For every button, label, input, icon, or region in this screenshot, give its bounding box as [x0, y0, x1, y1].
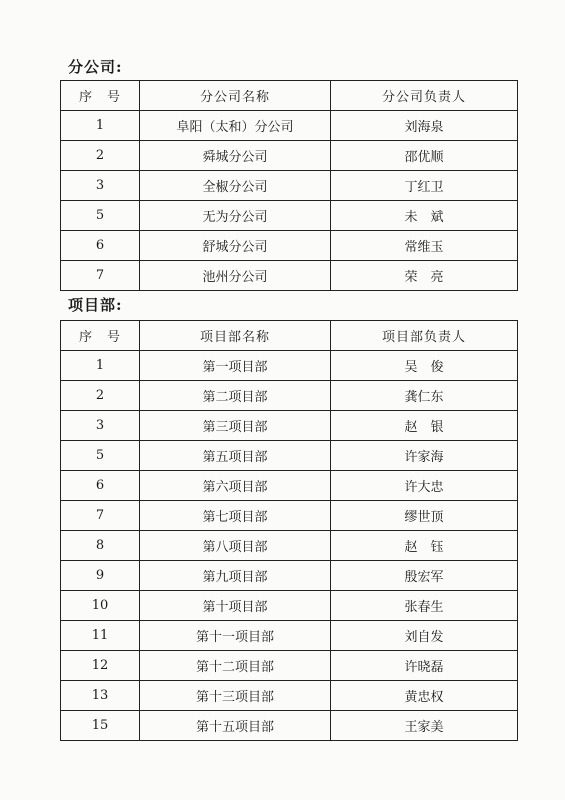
- row-manager: 赵 银: [331, 411, 518, 441]
- row-project-name: 第一项目部: [140, 351, 331, 381]
- row-project-name: 第十三项目部: [140, 681, 331, 711]
- row-branch-name: 阜阳（太和）分公司: [140, 111, 331, 141]
- header-seq: 序 号: [61, 321, 140, 351]
- table-row: [61, 651, 518, 681]
- table-row: [61, 681, 518, 711]
- branch-table: [60, 80, 518, 291]
- row-project-name: 第十项目部: [140, 591, 331, 621]
- header-seq: 序 号: [61, 81, 140, 111]
- table-row: [61, 111, 518, 141]
- table-row: [61, 711, 518, 741]
- project-section-title: 项目部:: [68, 296, 123, 314]
- row-manager: 未 斌: [331, 201, 518, 231]
- row-seq: 8: [61, 531, 140, 561]
- table-row: [61, 621, 518, 651]
- row-branch-name: 全椒分公司: [140, 171, 331, 201]
- header-branch-manager: 分公司负责人: [331, 81, 518, 111]
- project-table: [60, 320, 518, 741]
- row-project-name: 第十五项目部: [140, 711, 331, 741]
- table-row: [61, 561, 518, 591]
- row-branch-name: 无为分公司: [140, 201, 331, 231]
- row-manager: 刘海泉: [331, 111, 518, 141]
- branch-section-title: 分公司:: [68, 58, 123, 76]
- row-manager: 殷宏军: [331, 561, 518, 591]
- row-manager: 荣 亮: [331, 261, 518, 291]
- branch-table-header-row: [61, 81, 518, 111]
- table-row: [61, 441, 518, 471]
- row-manager: 龚仁东: [331, 381, 518, 411]
- row-seq: 6: [61, 471, 140, 501]
- row-seq: 12: [61, 651, 140, 681]
- row-manager: 吴 俊: [331, 351, 518, 381]
- row-branch-name: 舜城分公司: [140, 141, 331, 171]
- row-project-name: 第十二项目部: [140, 651, 331, 681]
- row-project-name: 第三项目部: [140, 411, 331, 441]
- row-project-name: 第二项目部: [140, 381, 331, 411]
- row-project-name: 第八项目部: [140, 531, 331, 561]
- row-seq: 13: [61, 681, 140, 711]
- row-seq: 3: [61, 171, 140, 201]
- table-row: [61, 591, 518, 621]
- row-manager: 常维玉: [331, 231, 518, 261]
- table-row: [61, 531, 518, 561]
- table-row: [61, 171, 518, 201]
- row-project-name: 第十一项目部: [140, 621, 331, 651]
- row-seq: 9: [61, 561, 140, 591]
- row-branch-name: 舒城分公司: [140, 231, 331, 261]
- row-seq: 1: [61, 111, 140, 141]
- row-seq: 10: [61, 591, 140, 621]
- branch-table-body: [61, 81, 518, 291]
- row-project-name: 第九项目部: [140, 561, 331, 591]
- row-manager: 许晓磊: [331, 651, 518, 681]
- row-manager: 张春生: [331, 591, 518, 621]
- row-seq: 7: [61, 261, 140, 291]
- row-branch-name: 池州分公司: [140, 261, 331, 291]
- row-manager: 邵优顺: [331, 141, 518, 171]
- row-seq: 5: [61, 441, 140, 471]
- table-row: [61, 261, 518, 291]
- row-manager: 赵 钰: [331, 531, 518, 561]
- row-project-name: 第七项目部: [140, 501, 331, 531]
- project-table-header-row: [61, 321, 518, 351]
- row-seq: 7: [61, 501, 140, 531]
- row-manager: 王家美: [331, 711, 518, 741]
- table-row: [61, 381, 518, 411]
- row-seq: 1: [61, 351, 140, 381]
- header-project-name: 项目部名称: [140, 321, 331, 351]
- row-seq: 5: [61, 201, 140, 231]
- table-row: [61, 471, 518, 501]
- row-manager: 丁红卫: [331, 171, 518, 201]
- row-seq: 2: [61, 141, 140, 171]
- project-table-body: [61, 321, 518, 741]
- table-row: [61, 501, 518, 531]
- row-manager: 黄忠权: [331, 681, 518, 711]
- table-row: [61, 411, 518, 441]
- row-manager: 许大忠: [331, 471, 518, 501]
- row-manager: 刘自发: [331, 621, 518, 651]
- table-row: [61, 201, 518, 231]
- row-seq: 3: [61, 411, 140, 441]
- header-branch-name: 分公司名称: [140, 81, 331, 111]
- row-manager: 许家海: [331, 441, 518, 471]
- row-seq: 2: [61, 381, 140, 411]
- row-manager: 缪世顶: [331, 501, 518, 531]
- row-seq: 11: [61, 621, 140, 651]
- header-project-manager: 项目部负责人: [331, 321, 518, 351]
- row-project-name: 第五项目部: [140, 441, 331, 471]
- table-row: [61, 231, 518, 261]
- row-seq: 6: [61, 231, 140, 261]
- row-project-name: 第六项目部: [140, 471, 331, 501]
- table-row: [61, 351, 518, 381]
- row-seq: 15: [61, 711, 140, 741]
- table-row: [61, 141, 518, 171]
